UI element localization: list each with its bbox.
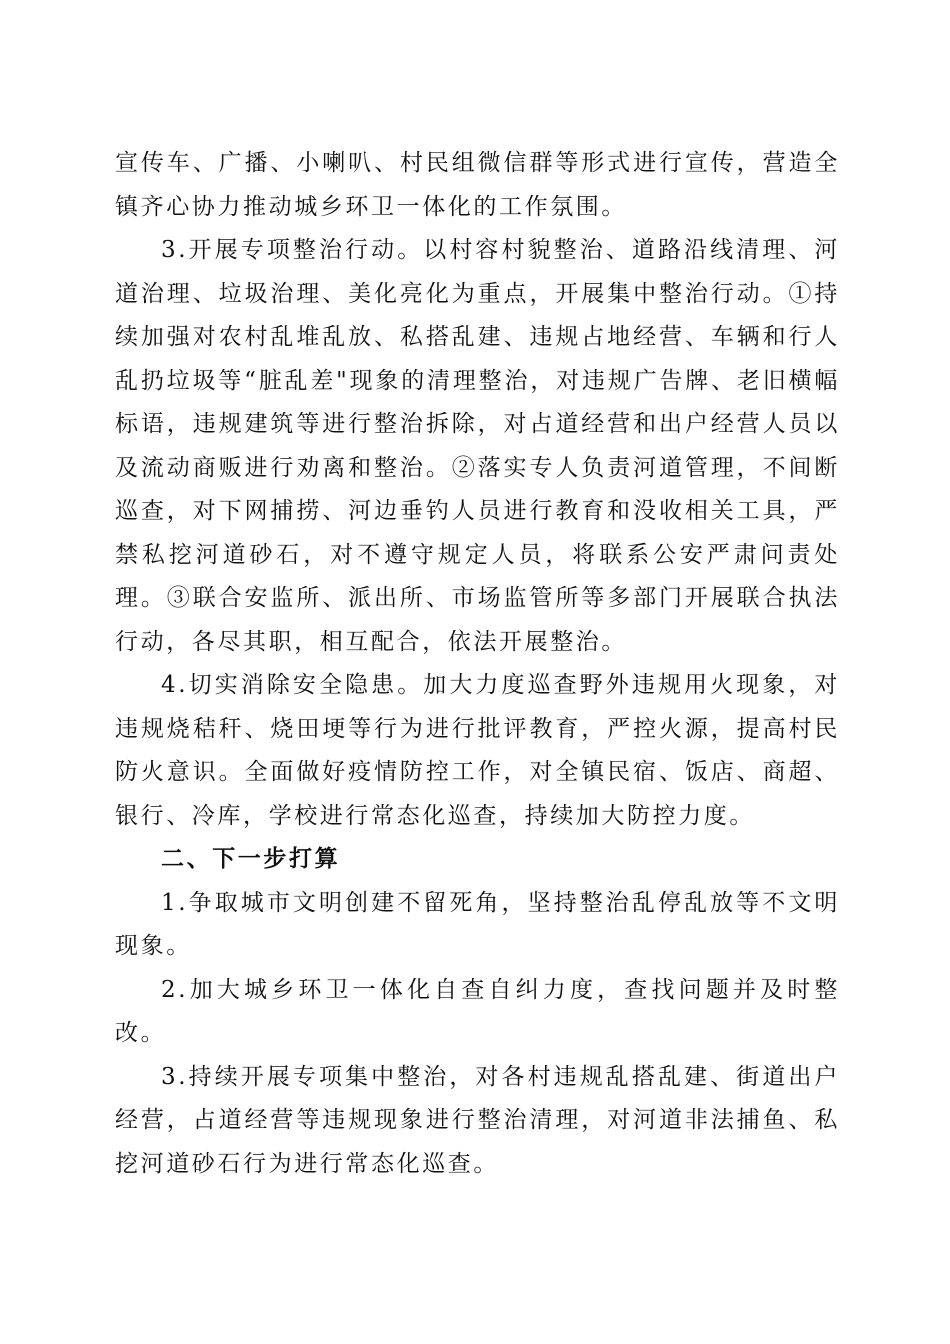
paragraph-special-rectification: 3.开展专项整治行动。以村容村貌整治、道路沿线清理、河道治理、垃圾治理、美化亮化为重点，开展集中整治行动。①持续加强对农村乱堆乱放、私搭乱建、违规占地经营、车辆和行人乱扔垃圾等“脏乱差"现象的清理整治，对违规广告牌、老旧横幅标语，违规建筑等进行整治拆除，对占道经营和出户经营人员以及流动商贩进行劝离和整治。②落实专人负责河道管理，不间断巡查，对下网捕捞、河边垂钓人员进行教育和没收相关工具，严禁私挖河道砂石，对不遵守规定人员，将联系公安严肃问责处理。③联合安监所、派出所、市场监管所等多部门开展联合执法行动，各尽其职，相互配合，依法开展整治。 (115, 237, 840, 655)
section-heading-next-steps: 二、下一步打算 (161, 846, 341, 872)
paragraph-next-step-1: 1.争取城市文明创建不留死角，坚持整治乱停乱放等不文明现象。 (115, 889, 840, 959)
paragraph-next-step-2: 2.加大城乡环卫一体化自查自纠力度，查找问题并及时整改。 (115, 976, 840, 1046)
document-body (115, 142, 840, 1186)
paragraph-publicity-continuation: 宣传车、广播、小喇叭、村民组微信群等形式进行宣传，营造全镇齐心协力推动城乡环卫一体化的工作氛围。 (115, 150, 840, 220)
paragraph-next-step-3: 3.持续开展专项集中整治，对各村违规乱搭乱建、街道出户经营，占道经营等违规现象进行整治清理，对河道非法捕鱼、私挖河道砂石行为进行常态化巡查。 (115, 1063, 840, 1177)
paragraph-safety-hazards: 4.切实消除安全隐患。加大力度巡查野外违规用火现象，对违规烧秸秆、烧田埂等行为进行批评教育，严控火源，提高村民防火意识。全面做好疫情防控工作，对全镇民宿、饭店、商超、银行、冷库，学校进行常态化巡查，持续加大防控力度。 (115, 672, 840, 829)
